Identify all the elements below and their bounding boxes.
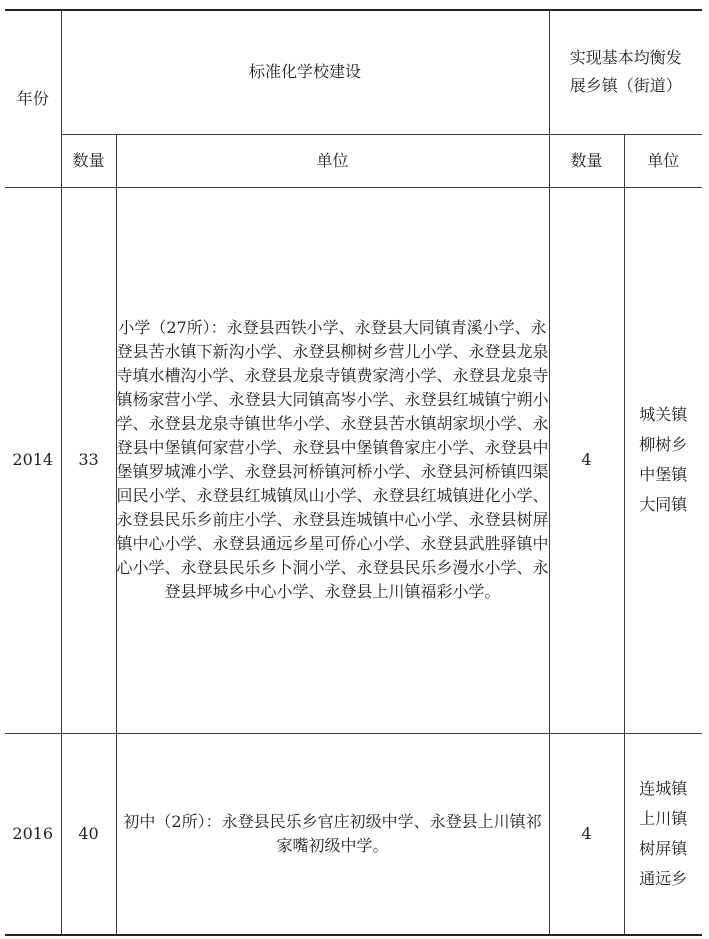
count-cell: 33 (61, 187, 116, 733)
year-header: 年份 (5, 10, 61, 187)
town-name: 树屏镇 (639, 838, 688, 858)
town-name: 大同镇 (639, 495, 688, 514)
town-name: 中堡镇 (639, 465, 688, 484)
balanced-count-cell: 4 (549, 733, 624, 935)
balanced-header-line-2: 展乡镇（街道） (569, 76, 682, 96)
header-row-2 (5, 134, 702, 187)
units-cell: 初中（2所）：永登县民乐乡官庄初级中学、永登县上川镇祁家嘴初级中学。 (116, 733, 549, 935)
balanced-count-header: 数量 (549, 134, 624, 187)
year-cell: 2014 (5, 187, 61, 733)
balanced-header-line-1: 实现基本均衡发 (569, 48, 682, 68)
standard-school-header: 标准化学校建设 (61, 10, 549, 134)
towns-cell (624, 187, 702, 733)
town-name: 上川镇 (639, 808, 688, 828)
town-name: 连城镇 (639, 778, 688, 798)
town-name: 通远乡 (639, 868, 688, 888)
unit-header: 单位 (116, 134, 549, 187)
header-row-1 (5, 10, 702, 134)
count-header: 数量 (61, 134, 116, 187)
table-row (5, 187, 702, 733)
balanced-count-cell: 4 (549, 187, 624, 733)
balanced-unit-header: 单位 (624, 134, 702, 187)
town-name: 城关镇 (639, 405, 688, 424)
town-name: 柳树乡 (639, 435, 688, 454)
school-construction-table (5, 9, 702, 936)
units-cell: 小学（27所）：永登县西铁小学、永登县大同镇青溪小学、永登县苦水镇下新沟小学、永登县柳树乡营儿小学、永登县龙泉寺填水槽沟小学、永登县龙泉寺镇费家湾小学、永登县龙泉寺镇杨家营小学、永登县大同镇高岑小学、永登县红城镇宁朔小学、永登县龙泉寺镇世华小学、永登县苦水镇胡家坝小学、永登县中堡镇何家营小学、永登县中堡镇鲁家庄小学、永登县中堡镇罗城滩小学、永登县河桥镇河桥小学、永登县河桥镇四渠回民小学、永登县红城镇凤山小学、永登县红城镇进化小学、永登县民乐乡前庄小学、永登县连城镇中心小学、永登县树屏镇中心小学、永登县通远乡星可侨心小学、永登县武胜驿镇中心小学、永登县民乐乡卜洞小学、永登县民乐乡漫水小学、永登县坪城乡中心小学、永登县上川镇福彩小学。 (116, 187, 549, 733)
year-cell: 2016 (5, 733, 61, 935)
towns-cell (624, 733, 702, 935)
balanced-town-header (549, 10, 702, 134)
table-row (5, 733, 702, 935)
count-cell: 40 (61, 733, 116, 935)
